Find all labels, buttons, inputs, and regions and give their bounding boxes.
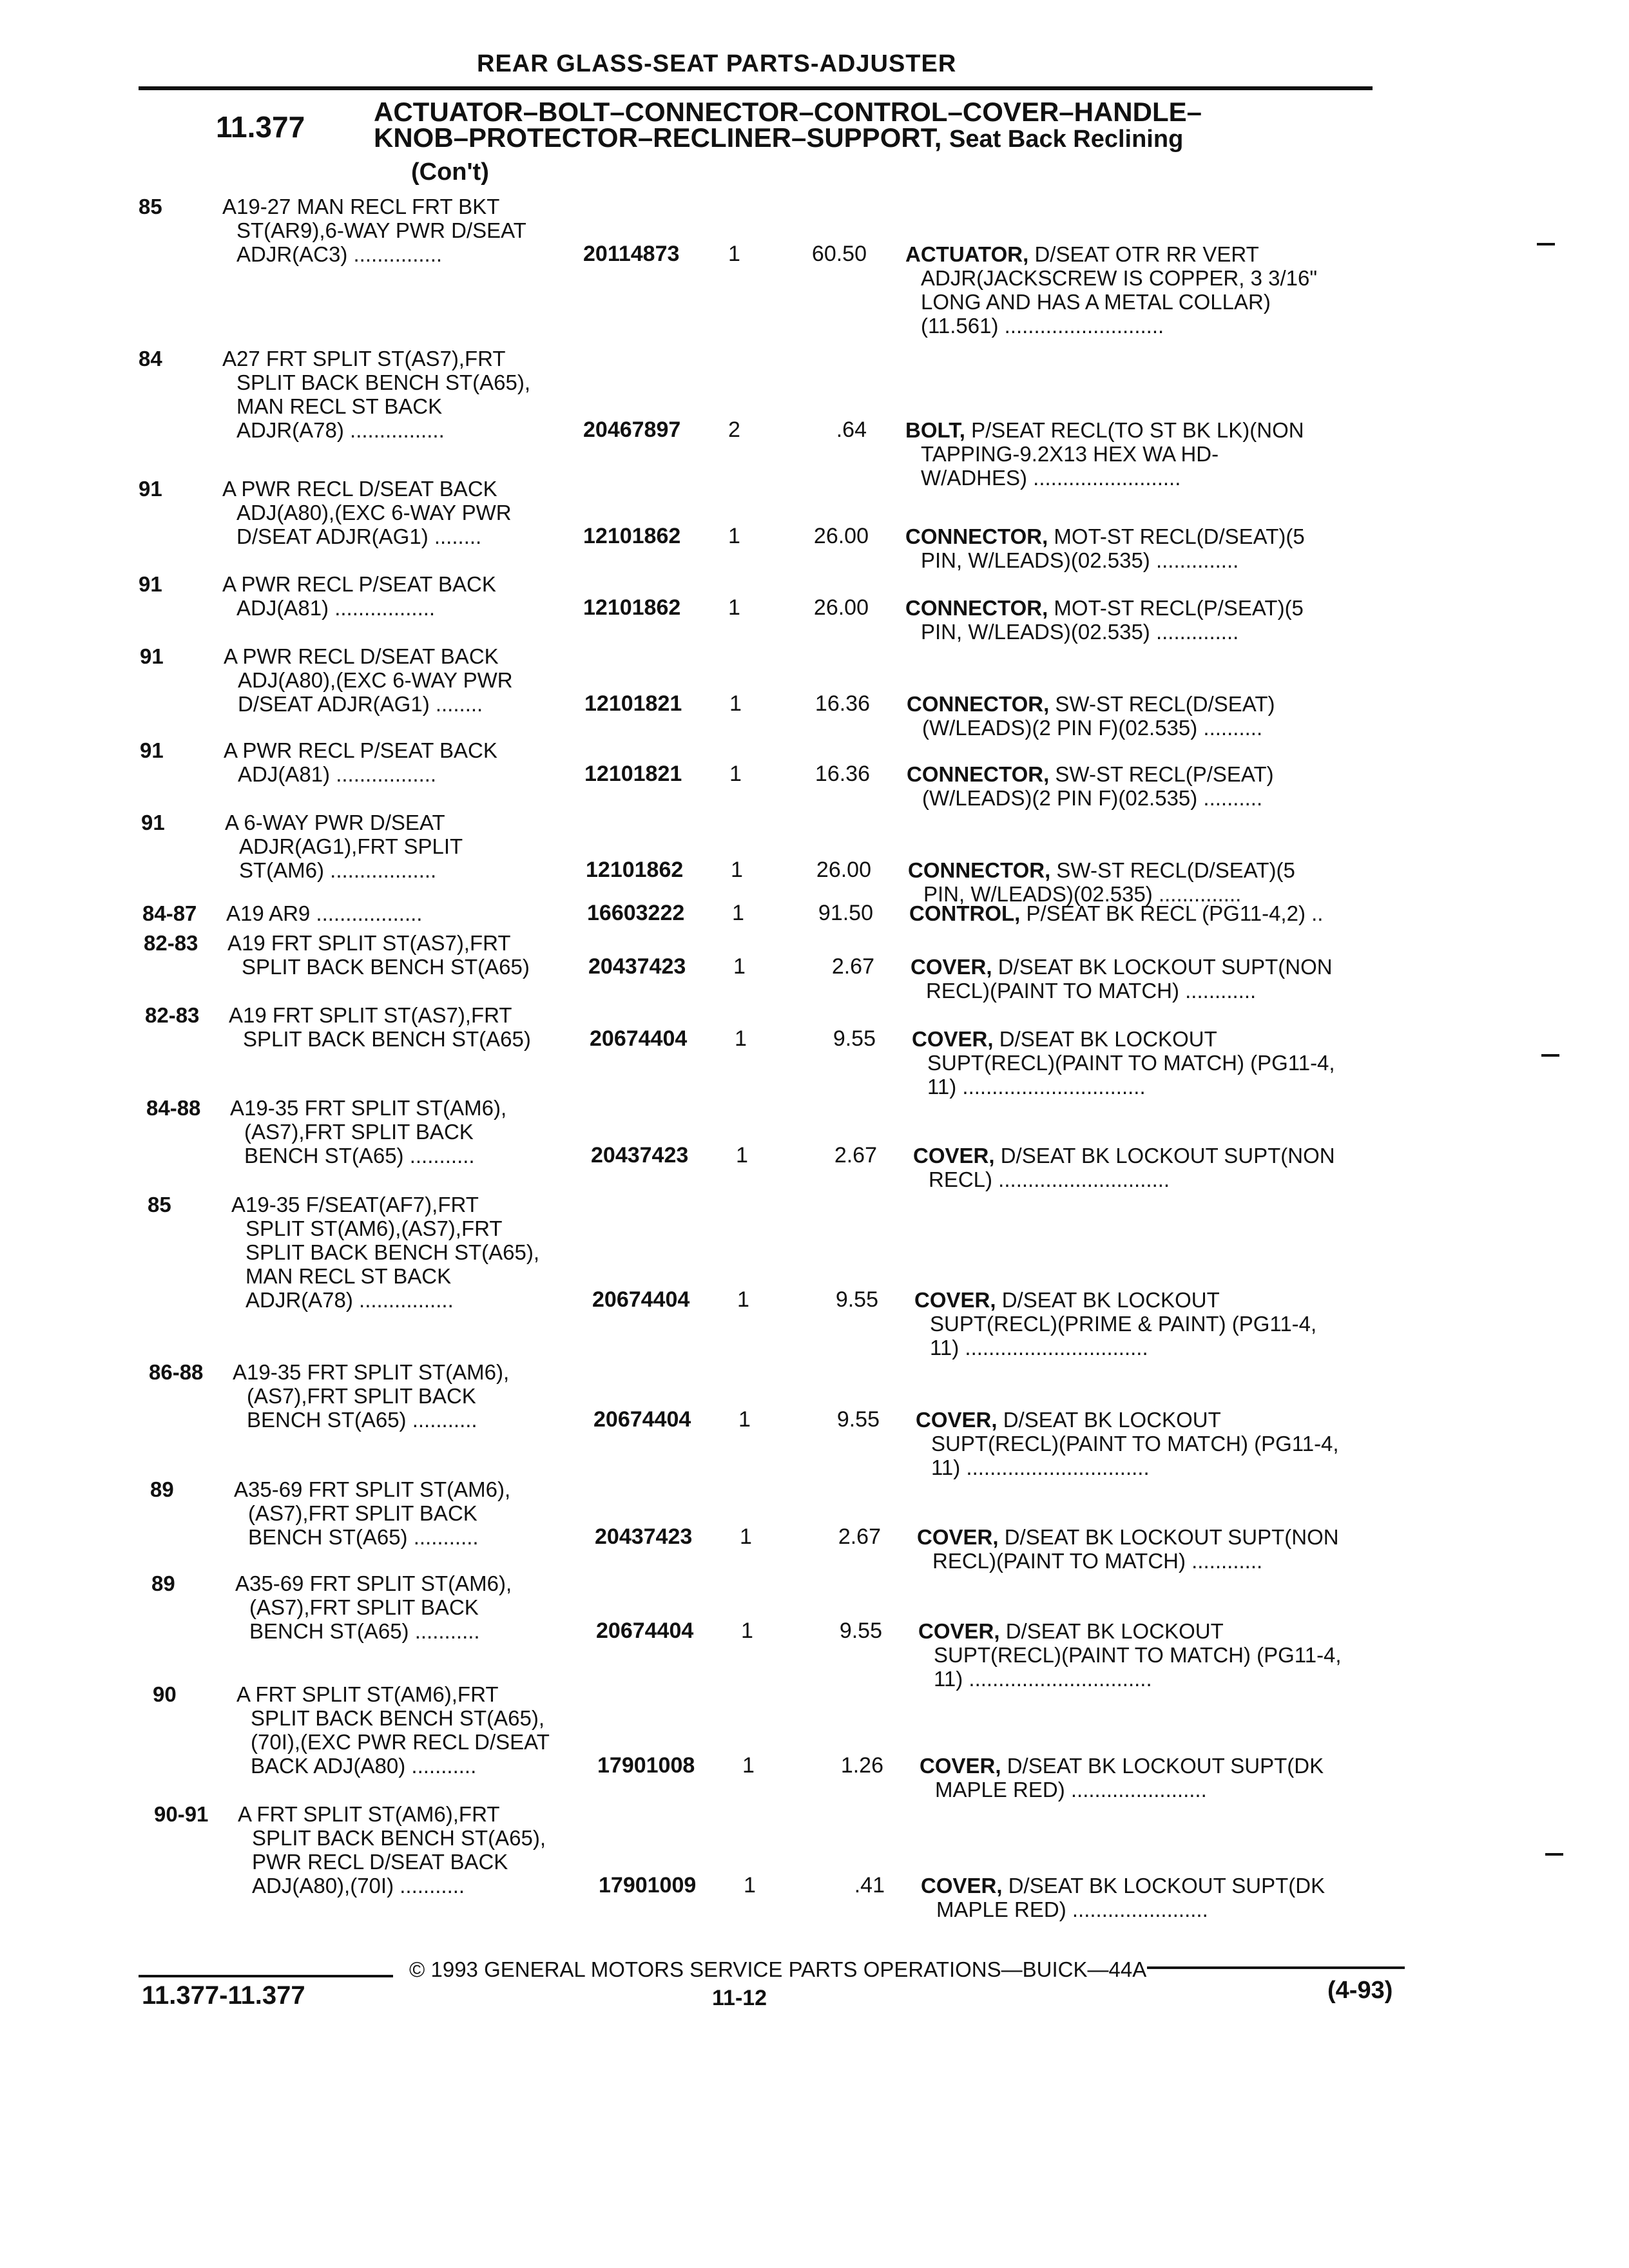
description-line: PWR RECL D/SEAT BACK	[252, 1850, 508, 1874]
header-rule	[139, 86, 1373, 90]
description-line: ADJR(A78) ................	[236, 418, 445, 442]
part-name	[921, 1874, 1411, 1921]
description-line: A19 FRT SPLIT ST(AS7),FRT	[229, 1003, 512, 1027]
application-description	[226, 901, 587, 925]
part-name-line	[905, 524, 1395, 548]
price: 16.36	[815, 691, 870, 716]
description-line: SPLIT BACK BENCH ST(A65),	[252, 1826, 546, 1850]
description-line: MAN RECL ST BACK	[246, 1264, 452, 1288]
model-year: 84-87	[142, 901, 197, 925]
part-number: 20674404	[590, 1026, 688, 1051]
part-name-text: D/SEAT BK LOCKOUT SUPT(NON	[1004, 1525, 1339, 1549]
part-name-line	[908, 858, 1398, 882]
price: 1.26	[840, 1753, 883, 1778]
part-name	[905, 242, 1395, 338]
part-name-line	[918, 1619, 1408, 1643]
quantity: 1	[728, 242, 740, 266]
quantity: 1	[728, 595, 740, 620]
part-name-line: 11) ...............................	[930, 1336, 1148, 1360]
part-name-line	[911, 955, 1400, 979]
description-line: D/SEAT ADJR(AG1) ........	[236, 524, 482, 548]
quantity: 1	[736, 1143, 748, 1168]
part-name-text: D/SEAT OTR RR VERT	[1034, 242, 1259, 266]
description-line: A27 FRT SPLIT ST(AS7),FRT	[222, 347, 506, 370]
footer-copyright: © 1993 GENERAL MOTORS SERVICE PARTS OPERATIONS—BUICK—44A	[409, 1957, 1147, 1981]
margin-dash	[1541, 1054, 1559, 1057]
model-year: 82-83	[145, 1003, 200, 1027]
description-line: (70I),(EXC PWR RECL D/SEAT	[251, 1730, 550, 1754]
part-name-line: SUPT(RECL)(PAINT TO MATCH) (PG11-4,	[927, 1051, 1335, 1075]
part-name-text: D/SEAT BK LOCKOUT	[999, 1027, 1217, 1051]
description-line: A PWR RECL D/SEAT BACK	[222, 477, 497, 501]
part-name	[913, 1144, 1403, 1191]
part-name-text: SW-ST RECL(D/SEAT)(5	[1056, 858, 1295, 882]
description-line: (AS7),FRT SPLIT BACK	[248, 1501, 477, 1525]
model-year: 91	[139, 572, 162, 596]
description-line: ADJ(A80),(EXC 6-WAY PWR	[238, 668, 513, 692]
part-name-text: D/SEAT BK LOCKOUT	[1001, 1288, 1220, 1312]
model-year: 91	[141, 811, 165, 834]
quantity: 1	[741, 1619, 753, 1643]
section-title	[374, 99, 1289, 152]
quantity: 2	[728, 418, 740, 442]
description-line: A19-27 MAN RECL FRT BKT	[222, 195, 500, 218]
price: 9.55	[835, 1287, 878, 1312]
description-line: ST(AR9),6-WAY PWR D/SEAT	[236, 218, 526, 242]
part-number: 12101862	[583, 595, 681, 620]
application-description	[229, 1003, 590, 1051]
description-line: SPLIT BACK BENCH ST(A65)	[242, 955, 530, 979]
quantity: 1	[733, 954, 746, 979]
quantity: 1	[742, 1753, 755, 1778]
part-name-keyword: CONNECTOR,	[907, 692, 1050, 716]
description-line: SPLIT BACK BENCH ST(A65),	[236, 370, 531, 394]
part-name	[907, 692, 1396, 740]
part-name	[917, 1525, 1407, 1573]
description-line: A PWR RECL P/SEAT BACK	[222, 572, 496, 596]
price: 2.67	[831, 954, 874, 979]
part-name	[914, 1288, 1404, 1360]
part-name-keyword: CONNECTOR,	[907, 762, 1050, 786]
section-title-tail: Seat Back Reclining	[949, 126, 1184, 153]
price: 9.55	[833, 1026, 876, 1051]
price: 9.55	[836, 1407, 880, 1432]
application-description	[222, 477, 583, 548]
part-name-line: RECL)(PAINT TO MATCH) ............	[926, 979, 1257, 1003]
part-name	[909, 901, 1399, 925]
quantity: 1	[729, 762, 742, 786]
part-name-text: P/SEAT BK RECL (PG11-4,2) ..	[1026, 901, 1324, 925]
description-line: BENCH ST(A65) ...........	[244, 1144, 475, 1168]
quantity: 1	[729, 691, 742, 716]
model-year: 84	[139, 347, 162, 370]
part-name-line	[907, 692, 1396, 716]
description-line: ADJ(A81) .................	[236, 596, 436, 620]
model-year: 82-83	[144, 931, 198, 955]
part-name	[907, 762, 1396, 810]
description-line: A35-69 FRT SPLIT ST(AM6),	[234, 1477, 511, 1501]
part-name-text: D/SEAT BK LOCKOUT SUPT(DK	[1008, 1874, 1325, 1898]
part-name-keyword: CONNECTOR,	[905, 524, 1048, 548]
quantity: 1	[728, 524, 740, 548]
part-name-line	[907, 762, 1396, 786]
part-name-line: ADJR(JACKSCREW IS COPPER, 3 3/16"	[921, 266, 1318, 290]
price: 2.67	[834, 1143, 877, 1168]
application-description	[234, 1477, 595, 1549]
section-title-line-1: ACTUATOR–BOLT–CONNECTOR–CONTROL–COVER–HANDLE–	[374, 97, 1202, 127]
quantity: 1	[738, 1407, 751, 1432]
part-name-keyword: COVER,	[914, 1288, 996, 1312]
part-name-keyword: COVER,	[917, 1525, 999, 1549]
quantity: 1	[735, 1026, 747, 1051]
description-line: SPLIT ST(AM6),(AS7),FRT	[246, 1216, 503, 1240]
part-name-text: D/SEAT BK LOCKOUT	[1005, 1619, 1224, 1643]
part-number: 12101862	[583, 524, 681, 548]
description-line: ST(AM6) ..................	[239, 858, 437, 882]
part-name-keyword: COVER,	[921, 1874, 1003, 1898]
price: 26.00	[813, 595, 869, 620]
part-name-line	[905, 242, 1395, 266]
description-line: (AS7),FRT SPLIT BACK	[249, 1595, 479, 1619]
price: 91.50	[818, 901, 873, 925]
part-name-text: D/SEAT BK LOCKOUT SUPT(DK	[1007, 1754, 1324, 1778]
part-name-line: MAPLE RED) .......................	[936, 1898, 1208, 1921]
part-name-line	[909, 901, 1399, 925]
price: 26.00	[816, 858, 871, 882]
description-line: D/SEAT ADJR(AG1) ........	[238, 692, 483, 716]
description-line: SPLIT BACK BENCH ST(A65)	[243, 1027, 531, 1051]
part-name-line: TAPPING-9.2X13 HEX WA HD-	[921, 442, 1219, 466]
description-line: A19 AR9 ..................	[226, 901, 423, 925]
description-line: BACK ADJ(A80) ...........	[251, 1754, 477, 1778]
model-year: 90	[153, 1682, 177, 1706]
part-name-line: MAPLE RED) .......................	[935, 1778, 1207, 1802]
application-description	[222, 195, 583, 266]
price: 26.00	[813, 524, 869, 548]
description-line: (AS7),FRT SPLIT BACK	[247, 1384, 476, 1408]
part-name-text: SW-ST RECL(D/SEAT)	[1055, 692, 1275, 716]
part-name-text: D/SEAT BK LOCKOUT SUPT(NON	[998, 955, 1333, 979]
model-year: 90-91	[154, 1802, 209, 1826]
part-name-line: (W/LEADS)(2 PIN F)(02.535) ..........	[922, 786, 1263, 810]
application-description	[227, 931, 588, 979]
part-name-line	[913, 1144, 1403, 1168]
model-year: 89	[150, 1477, 174, 1501]
application-description	[231, 1193, 592, 1312]
quantity: 1	[732, 901, 744, 925]
model-year: 91	[140, 738, 164, 762]
footer-date-code: (4-93)	[1327, 1977, 1393, 2004]
part-name-text: SW-ST RECL(P/SEAT)	[1055, 762, 1274, 786]
part-name-line	[916, 1408, 1405, 1432]
part-number: 12101821	[584, 691, 682, 716]
part-name	[905, 418, 1395, 490]
application-description	[222, 347, 583, 442]
description-line: A FRT SPLIT ST(AM6),FRT	[238, 1802, 500, 1826]
description-line: A19 FRT SPLIT ST(AS7),FRT	[227, 931, 511, 955]
part-name-keyword: COVER,	[911, 955, 992, 979]
part-name-text: MOT-ST RECL(D/SEAT)(5	[1054, 524, 1305, 548]
part-number: 20674404	[596, 1619, 694, 1643]
part-name-line: SUPT(RECL)(PAINT TO MATCH) (PG11-4,	[931, 1432, 1339, 1456]
description-line: ADJ(A80),(70I) ...........	[252, 1874, 465, 1898]
part-number: 20437423	[591, 1143, 689, 1168]
part-name-line	[914, 1288, 1404, 1312]
part-name-line: SUPT(RECL)(PRIME & PAINT) (PG11-4,	[930, 1312, 1317, 1336]
footer-rule-left	[139, 1975, 393, 1977]
model-year: 91	[139, 477, 162, 501]
part-name-text: MOT-ST RECL(P/SEAT)(5	[1054, 596, 1304, 620]
application-description	[230, 1096, 591, 1168]
part-number: 20674404	[592, 1287, 690, 1312]
description-line: A PWR RECL D/SEAT BACK	[224, 644, 499, 668]
footer-page-number: 11-12	[712, 1986, 767, 2010]
footer-section-range: 11.377-11.377	[142, 1981, 305, 2010]
description-line: A 6-WAY PWR D/SEAT	[225, 811, 445, 834]
part-name-line: W/ADHES) .........................	[921, 466, 1181, 490]
description-line: A35-69 FRT SPLIT ST(AM6),	[235, 1571, 512, 1595]
model-year: 85	[148, 1193, 171, 1216]
section-title-line-2	[374, 122, 1289, 153]
part-name-line	[912, 1027, 1402, 1051]
page-header-title: REAR GLASS-SEAT PARTS-ADJUSTER	[477, 50, 957, 77]
description-line: A PWR RECL P/SEAT BACK	[224, 738, 497, 762]
description-line: (AS7),FRT SPLIT BACK	[244, 1120, 474, 1144]
part-name	[912, 1027, 1402, 1099]
part-number: 20437423	[595, 1524, 693, 1549]
part-name-line: SUPT(RECL)(PAINT TO MATCH) (PG11-4,	[934, 1643, 1342, 1667]
part-name	[908, 858, 1398, 906]
part-name-line	[917, 1525, 1407, 1549]
description-line: A19-35 FRT SPLIT ST(AM6),	[233, 1360, 510, 1384]
part-number: 12101821	[584, 762, 682, 786]
model-year: 85	[139, 195, 162, 218]
part-name	[905, 596, 1395, 644]
part-name-keyword: COVER,	[920, 1754, 1001, 1778]
part-number: 20437423	[588, 954, 686, 979]
part-name-line: 11) ...............................	[927, 1075, 1146, 1099]
continued-label: (Con't)	[411, 159, 489, 186]
description-line: MAN RECL ST BACK	[236, 394, 443, 418]
description-line: ADJ(A81) .................	[238, 762, 437, 786]
part-name-keyword: BOLT,	[905, 418, 965, 442]
model-year: 84-88	[146, 1096, 201, 1120]
part-name-line: PIN, W/LEADS)(02.535) ..............	[921, 548, 1239, 572]
part-name-keyword: ACTUATOR,	[905, 242, 1029, 266]
margin-dash	[1537, 243, 1555, 245]
part-name-text: D/SEAT BK LOCKOUT SUPT(NON	[1000, 1144, 1335, 1168]
price: 60.50	[811, 242, 867, 266]
part-name-line: (11.561) ...........................	[921, 314, 1164, 338]
part-name-keyword: CONTROL,	[909, 901, 1021, 925]
description-line: SPLIT BACK BENCH ST(A65),	[251, 1706, 545, 1730]
part-name	[918, 1619, 1408, 1691]
part-name-keyword: COVER,	[918, 1619, 1000, 1643]
application-description	[235, 1571, 596, 1643]
section-number: 11.377	[216, 110, 305, 144]
application-description	[222, 572, 583, 620]
price: 9.55	[839, 1619, 882, 1643]
application-description	[238, 1802, 599, 1898]
part-name	[920, 1754, 1409, 1802]
part-name	[911, 955, 1400, 1003]
quantity: 1	[740, 1524, 752, 1549]
part-number: 16603222	[587, 901, 685, 925]
part-name-line: RECL)(PAINT TO MATCH) ............	[932, 1549, 1263, 1573]
application-description	[224, 644, 584, 716]
part-name-keyword: COVER,	[912, 1027, 994, 1051]
part-name-line	[905, 418, 1395, 442]
price: .41	[854, 1873, 885, 1898]
part-name-line: 11) ...............................	[931, 1456, 1150, 1479]
quantity: 1	[737, 1287, 749, 1312]
description-line: A19-35 FRT SPLIT ST(AM6),	[230, 1096, 507, 1120]
price: 2.67	[838, 1524, 881, 1549]
part-name-line: (W/LEADS)(2 PIN F)(02.535) ..........	[922, 716, 1263, 740]
part-name-text: D/SEAT BK LOCKOUT	[1003, 1408, 1221, 1432]
description-line: BENCH ST(A65) ...........	[247, 1408, 477, 1432]
quantity: 1	[744, 1873, 756, 1898]
part-name-line: PIN, W/LEADS)(02.535) ..............	[923, 882, 1242, 906]
part-number: 12101862	[586, 858, 684, 882]
part-name-line: 11) ...............................	[934, 1667, 1152, 1691]
part-name-keyword: CONNECTOR,	[908, 858, 1051, 882]
description-line: SPLIT BACK BENCH ST(A65),	[246, 1240, 540, 1264]
application-description	[233, 1360, 593, 1432]
price: 16.36	[815, 762, 870, 786]
part-name-keyword: CONNECTOR,	[905, 596, 1048, 620]
margin-dash	[1545, 1853, 1563, 1856]
description-line: BENCH ST(A65) ...........	[249, 1619, 480, 1643]
description-line: A FRT SPLIT ST(AM6),FRT	[236, 1682, 499, 1706]
description-line: ADJR(AC3) ...............	[236, 242, 443, 266]
model-year: 91	[140, 644, 164, 668]
description-line: A19-35 F/SEAT(AF7),FRT	[231, 1193, 479, 1216]
part-name-keyword: COVER,	[913, 1144, 995, 1168]
part-name	[916, 1408, 1405, 1479]
description-line: BENCH ST(A65) ...........	[248, 1525, 479, 1549]
part-name-line	[920, 1754, 1409, 1778]
part-name-line: LONG AND HAS A METAL COLLAR)	[921, 290, 1271, 314]
quantity: 1	[731, 858, 743, 882]
model-year: 89	[151, 1571, 175, 1595]
part-number: 20674404	[593, 1407, 691, 1432]
part-name	[905, 524, 1395, 572]
part-number: 20467897	[583, 418, 681, 442]
part-name-text: P/SEAT RECL(TO ST BK LK)(NON	[971, 418, 1304, 442]
part-name-line	[905, 596, 1395, 620]
description-line: ADJ(A80),(EXC 6-WAY PWR	[236, 501, 512, 524]
footer-rule-right	[1147, 1966, 1405, 1969]
application-description	[224, 738, 584, 786]
application-description	[236, 1682, 597, 1778]
price: .64	[836, 418, 867, 442]
description-line: ADJR(AG1),FRT SPLIT	[239, 834, 463, 858]
part-name-line: RECL) .............................	[929, 1168, 1170, 1191]
description-line: ADJR(A78) ................	[246, 1288, 454, 1312]
part-number: 17901008	[597, 1753, 695, 1778]
part-name-line: PIN, W/LEADS)(02.535) ..............	[921, 620, 1239, 644]
part-name-keyword: COVER,	[916, 1408, 998, 1432]
model-year: 86-88	[149, 1360, 204, 1384]
part-name-line	[921, 1874, 1411, 1898]
section-title-line-2-text: KNOB–PROTECTOR–RECLINER–SUPPORT,	[374, 122, 942, 153]
part-number: 20114873	[583, 242, 680, 266]
application-description	[225, 811, 586, 882]
part-number: 17901009	[599, 1873, 697, 1898]
